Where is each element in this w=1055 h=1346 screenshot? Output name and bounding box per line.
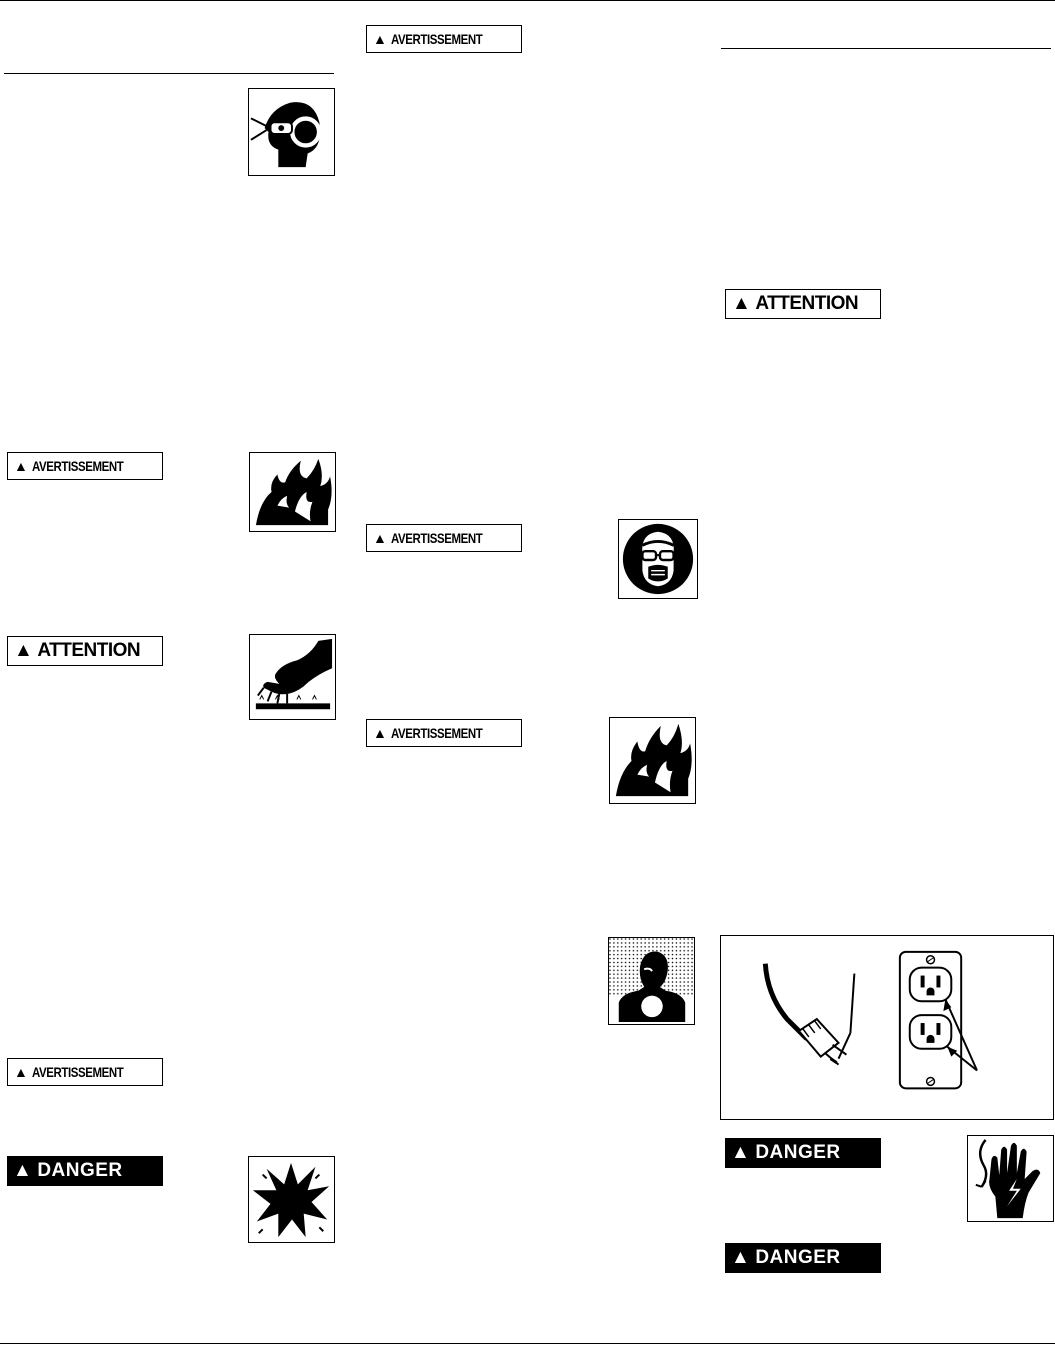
fire-icon	[249, 452, 336, 532]
top-rule	[0, 0, 1055, 1]
warning-triangle-icon: ▲	[731, 1142, 751, 1163]
left-column-rule	[4, 73, 334, 74]
avertissement-label: ▲ AVERTISSEMENT	[366, 25, 522, 53]
warning-triangle-icon: ▲	[13, 1160, 33, 1181]
warning-triangle-icon: ▲	[373, 530, 387, 546]
warning-triangle-icon: ▲	[14, 1064, 28, 1080]
avertissement-label: ▲ AVERTISSEMENT	[7, 1058, 163, 1086]
attention-label: ▲ ATTENTION	[7, 636, 163, 666]
right-column-rule	[721, 48, 1051, 49]
warning-triangle-icon: ▲	[732, 293, 751, 314]
warning-triangle-icon: ▲	[14, 458, 28, 474]
respirator-icon	[618, 519, 698, 599]
avertissement-label: ▲ AVERTISSEMENT	[366, 524, 522, 552]
explosion-icon	[248, 1156, 335, 1243]
danger-label: ▲ DANGER	[7, 1156, 163, 1186]
fire-icon	[609, 717, 696, 804]
warning-triangle-icon: ▲	[731, 1247, 751, 1268]
electric-shock-icon	[967, 1135, 1054, 1222]
danger-label: ▲ DANGER	[725, 1243, 881, 1273]
grounded-plug-outlet-figure	[720, 935, 1054, 1120]
danger-label: ▲ DANGER	[725, 1138, 881, 1168]
hot-surface-icon	[249, 634, 336, 720]
eye-ear-protection-icon	[248, 88, 335, 176]
warning-triangle-icon: ▲	[373, 725, 387, 741]
attention-label: ▲ ATTENTION	[725, 289, 881, 319]
bottom-rule	[0, 1343, 1055, 1344]
warning-triangle-icon: ▲	[373, 31, 387, 47]
inhalation-hazard-icon	[608, 937, 695, 1025]
avertissement-label: ▲ AVERTISSEMENT	[366, 719, 522, 747]
avertissement-label: ▲ AVERTISSEMENT	[7, 452, 163, 480]
warning-triangle-icon: ▲	[14, 640, 33, 661]
